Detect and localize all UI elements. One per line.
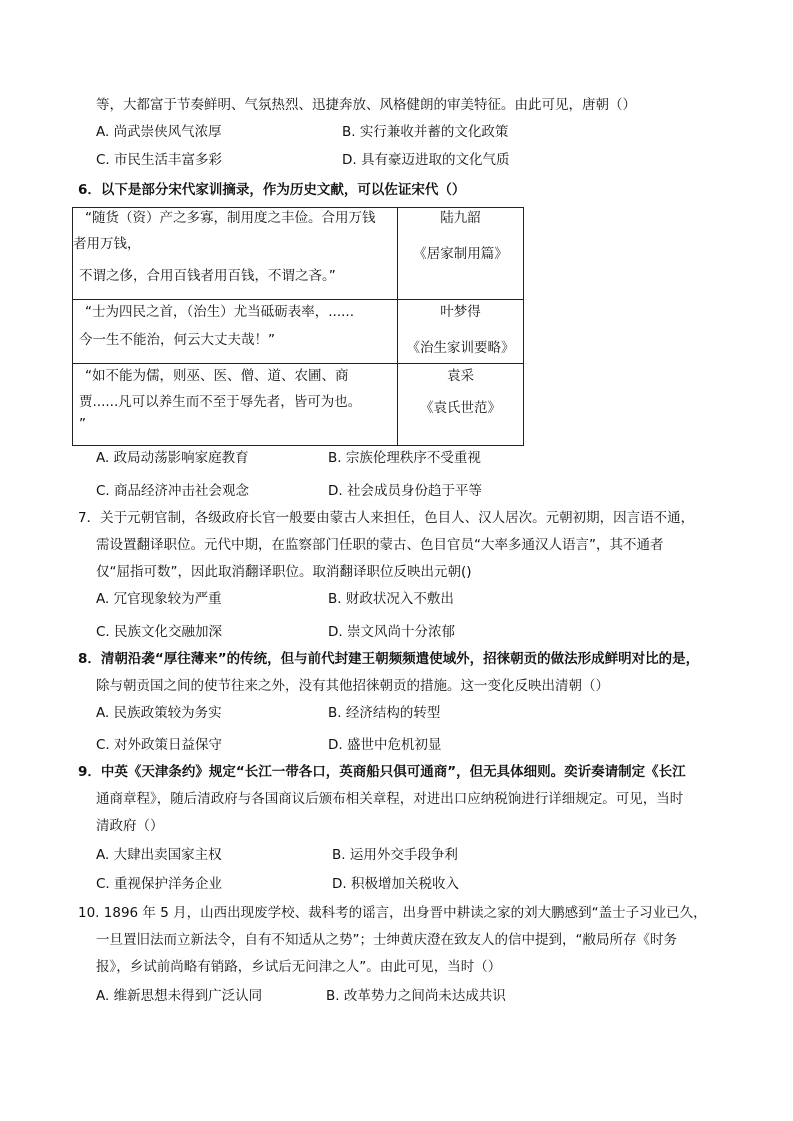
q10-option-a: A. 维新思想未得到广泛认同 (96, 988, 263, 1004)
q8-option-c: C. 对外政策日益保守 (96, 737, 223, 753)
quote-cell (73, 300, 398, 364)
quote-line: “随货（资）产之多寡，制用度之丰俭。合用万钱 (85, 210, 376, 226)
q5-option-b: B. 实行兼收并蓄的文化政策 (342, 124, 509, 140)
work-title: 《治生家训要略》 (406, 340, 515, 356)
q9-option-b: B. 运用外交手段争利 (332, 847, 458, 863)
q10-option-b: B. 改革势力之间尚未达成共识 (326, 988, 506, 1004)
quote-cell (73, 364, 398, 446)
work-title: 《居家制用篇》 (413, 246, 508, 262)
quote-line: “士为四民之首，（治生）尤当砥砺表率，...... (85, 304, 354, 320)
q6-option-d: D. 社会成员身份趋于平等 (328, 483, 482, 499)
author-name: 陆九韶 (440, 210, 481, 226)
quote-line: 者用万钱， (73, 236, 141, 252)
source-cell (398, 300, 524, 364)
q6-stem: 6．以下是部分宋代家训摘录，作为历史文献，可以佐证宋代（） (78, 182, 466, 198)
q10-stem-line: 10. 1896 年 5 月，山西出现废学校、裁科考的谣言，出身晋中耕读之家的刘大鹏感到“盖士子习业已久， (78, 905, 707, 921)
q6-option-b: B. 宗族伦理秩序不受重视 (328, 450, 481, 466)
table-row (73, 208, 524, 300)
q8-stem-line: 8．清朝沿袭“厚往薄来”的传统，但与前代封建王朝频频遣使域外，招徕朝贡的做法形成鲜明对比的是， (78, 651, 700, 667)
quote-cell (73, 208, 398, 300)
q9-stem-line: 9．中英《天津条约》规定“长江一带各口，英商船只俱可通商”，但无具体细则。奕䜣奏请制定《长江 (78, 764, 686, 780)
q8-option-b: B. 经济结构的转型 (328, 705, 441, 721)
q5-option-c: C. 市民生活丰富多彩 (96, 152, 223, 168)
q8-option-d: D. 盛世中危机初显 (328, 737, 442, 753)
q9-stem-line: 清政府（） (96, 818, 164, 834)
q9-option-d: D. 积极增加关税收入 (332, 876, 459, 892)
q7-option-b: B. 财政状况入不敷出 (328, 591, 454, 607)
work-title: 《袁氏世范》 (420, 400, 501, 416)
q7-stem-line: 仅“屈指可数”，因此取消翻译职位。取消翻译职位反映出元朝() (96, 564, 472, 580)
q5-option-a: A. 尚武崇侠风气浓厚 (96, 124, 222, 140)
q7-option-c: C. 民族文化交融加深 (96, 624, 223, 640)
author-name: 袁采 (447, 368, 474, 384)
quote-line: “如不能为儒，则巫、医、僧、道、农圃、商 (85, 368, 349, 384)
q6-source-table (72, 207, 524, 446)
q7-stem-line: 需设置翻译职位。元代中期，在监察部门任职的蒙古、色目官员“大率多通汉人语言”，其不通者 (96, 537, 664, 553)
q9-option-c: C. 重视保护洋务企业 (96, 876, 223, 892)
q6-option-c: C. 商品经济冲击社会观念 (96, 483, 250, 499)
q9-stem-line: 通商章程》，随后清政府与各国商议后颁布相关章程，对进出口应纳税饷进行详细规定。可见，当时 (96, 791, 684, 807)
quote-line: ” (79, 416, 86, 432)
source-cell (398, 364, 524, 446)
source-cell (398, 208, 524, 300)
q7-option-a: A. 冗官现象较为严重 (96, 591, 222, 607)
author-name: 叶梦得 (440, 304, 481, 320)
q5-option-d: D. 具有豪迈进取的文化气质 (342, 152, 510, 168)
table-row (73, 364, 524, 446)
table-row (73, 300, 524, 364)
q6-option-a: A. 政局动荡影响家庭教育 (96, 450, 249, 466)
q5-stem-continued: 等，大都富于节奏鲜明、气氛热烈、迅捷奔放、风格健朗的审美特征。由此可见，唐朝（） (96, 97, 636, 113)
quote-line: 今一生不能治，何云大丈夫哉！” (79, 332, 275, 348)
q9-option-a: A. 大肆出卖国家主权 (96, 847, 222, 863)
q8-option-a: A. 民族政策较为务实 (96, 705, 222, 721)
q10-stem-line: 报》，乡试前尚略有销路，乡试后无问津之人”。由此可见，当时（） (96, 959, 502, 975)
q8-stem-line: 除与朝贡国之间的使节往来之外，没有其他招徕朝贡的措施。这一变化反映出清朝（） (96, 678, 609, 694)
q7-option-d: D. 崇文风尚十分浓郁 (328, 624, 455, 640)
quote-line: 贾......凡可以养生而不至于辱先者，皆可为也。 (79, 394, 362, 410)
q7-stem-line: 7．关于元朝官制，各级政府长官一般要由蒙古人来担任，色目人、汉人居次。元朝初期，因言语不通， (78, 510, 695, 526)
quote-line: 不谓之侈，合用百钱者用百钱，不谓之吝。” (79, 268, 336, 284)
q10-stem-line: 一旦置旧法而立新法令，自有不知适从之势”；士绅黄庆澄在致友人的信中提到，“敝局所存《时务 (96, 932, 677, 948)
